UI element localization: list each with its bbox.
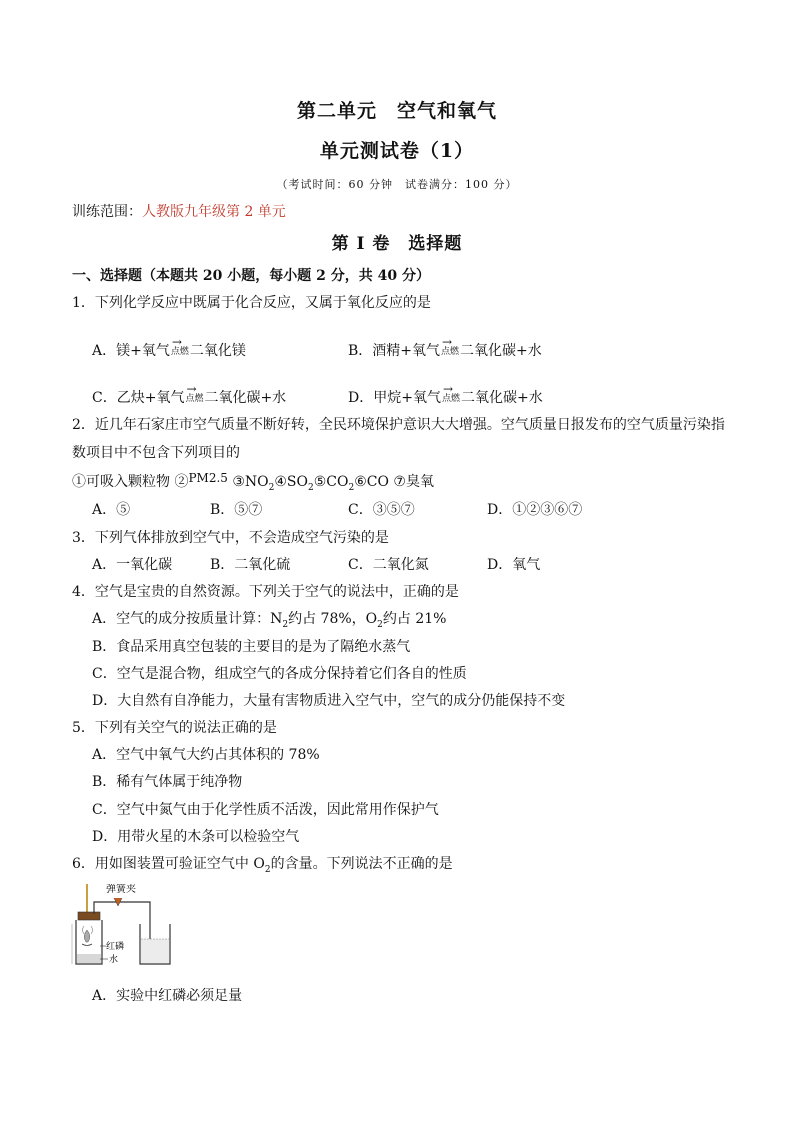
q4-stem: 4．空气是宝贵的自然资源。下列关于空气的说法中，正确的是	[72, 584, 459, 600]
q5-option-a: A．空气中氧气大约占其体积的 78%	[92, 747, 320, 763]
q4-option-a: A．空气的成分按质量计算：$N_2$约占 78%，$O_2$约占 21%	[92, 611, 447, 630]
q1-option-d: D．甲烷+氧气 → 点燃二氧化碳+水	[348, 382, 543, 406]
q1-option-b: B．酒精+氧气 → 点燃二氧化碳+水	[348, 335, 542, 359]
q5-option-c: C．空气中氮气由于化学性质不活泼，因此常用作保护气	[92, 802, 439, 818]
q2-option-c: C．③⑤⑦	[348, 502, 415, 518]
reaction-arrow-icon: → 点燃	[441, 335, 460, 357]
q2-option-a: A．⑤	[92, 502, 131, 518]
q5-stem: 5．下列有关空气的说法正确的是	[72, 720, 277, 736]
q5-option-d: D．用带火星的木条可以检验空气	[92, 829, 300, 845]
q4-option-d: D．大自然有自净能力，大量有害物质进入空气中，空气的成分仍能保持不变	[92, 693, 566, 709]
section-title: 第 I 卷 选择题	[331, 234, 463, 254]
q4-option-c: C．空气是混合物，组成空气的各成分保持着它们各自的性质	[92, 666, 467, 682]
q2-items: ①可吸入颗粒物 ②PM2.5 $③NO_2④SO_2⑤CO_2⑥CO$ ⑦臭氧	[72, 471, 434, 493]
test-title: 单元测试卷（1）	[319, 140, 475, 162]
reaction-arrow-icon: → 点燃	[185, 382, 204, 404]
q4-option-b: B．食品采用真空包装的主要目的是为了隔绝水蒸气	[92, 639, 411, 655]
q2-option-b: B．⑤⑦	[210, 502, 263, 518]
q6-option-a: A．实验中红磷必须足量	[92, 988, 243, 1004]
q6-stem: 6．用如图装置可验证空气中 $O_2$的含量。下列说法不正确的是	[72, 856, 453, 875]
q1-option-c: C．乙炔+氧气 → 点燃二氧化碳+水	[92, 382, 287, 406]
unit-title: 第二单元 空气和氧气	[296, 100, 497, 122]
q3-option-b: B．二氧化硫	[210, 557, 291, 573]
q3-stem: 3．下列气体排放到空气中，不会造成空气污染的是	[72, 530, 389, 546]
q2-stem-line1: 2．近几年石家庄市空气质量不断好转，全民环境保护意识大大增强。空气质量日报发布的空气质量污染指	[72, 417, 725, 433]
scope-value: 人教版九年级第 2 单元	[142, 204, 286, 220]
q2-option-d: D．①②③⑥⑦	[487, 502, 583, 518]
q3-option-c: C．二氧化氮	[348, 557, 429, 573]
label-clip: 弹簧夹	[106, 884, 136, 895]
section-instruction: 一、选择题（本题共 20 小题，每小题 2 分，共 40 分）	[72, 268, 430, 284]
scope-label: 训练范围：	[72, 204, 142, 220]
reaction-arrow-icon: → 点燃	[441, 382, 460, 404]
q3-option-d: D．氧气	[487, 557, 541, 573]
label-phosphorus: 红磷	[106, 942, 125, 952]
exam-info: （考试时间：60 分钟 试卷满分：100 分）	[276, 178, 518, 191]
q5-option-b: B．稀有气体属于纯净物	[92, 774, 243, 790]
label-water: 水	[109, 955, 119, 965]
q1-stem: 1．下列化学反应中既属于化合反应，又属于氧化反应的是	[72, 295, 431, 311]
reaction-arrow-icon: → 点燃	[170, 335, 189, 357]
q2-stem-line2: 数项目中不包含下列项目的	[72, 445, 240, 461]
apparatus-diagram	[70, 884, 180, 972]
q3-option-a: A．一氧化碳	[92, 557, 173, 573]
training-scope	[72, 201, 286, 221]
q1-option-a: A．镁+氧气 → 点燃二氧化镁	[92, 335, 246, 359]
